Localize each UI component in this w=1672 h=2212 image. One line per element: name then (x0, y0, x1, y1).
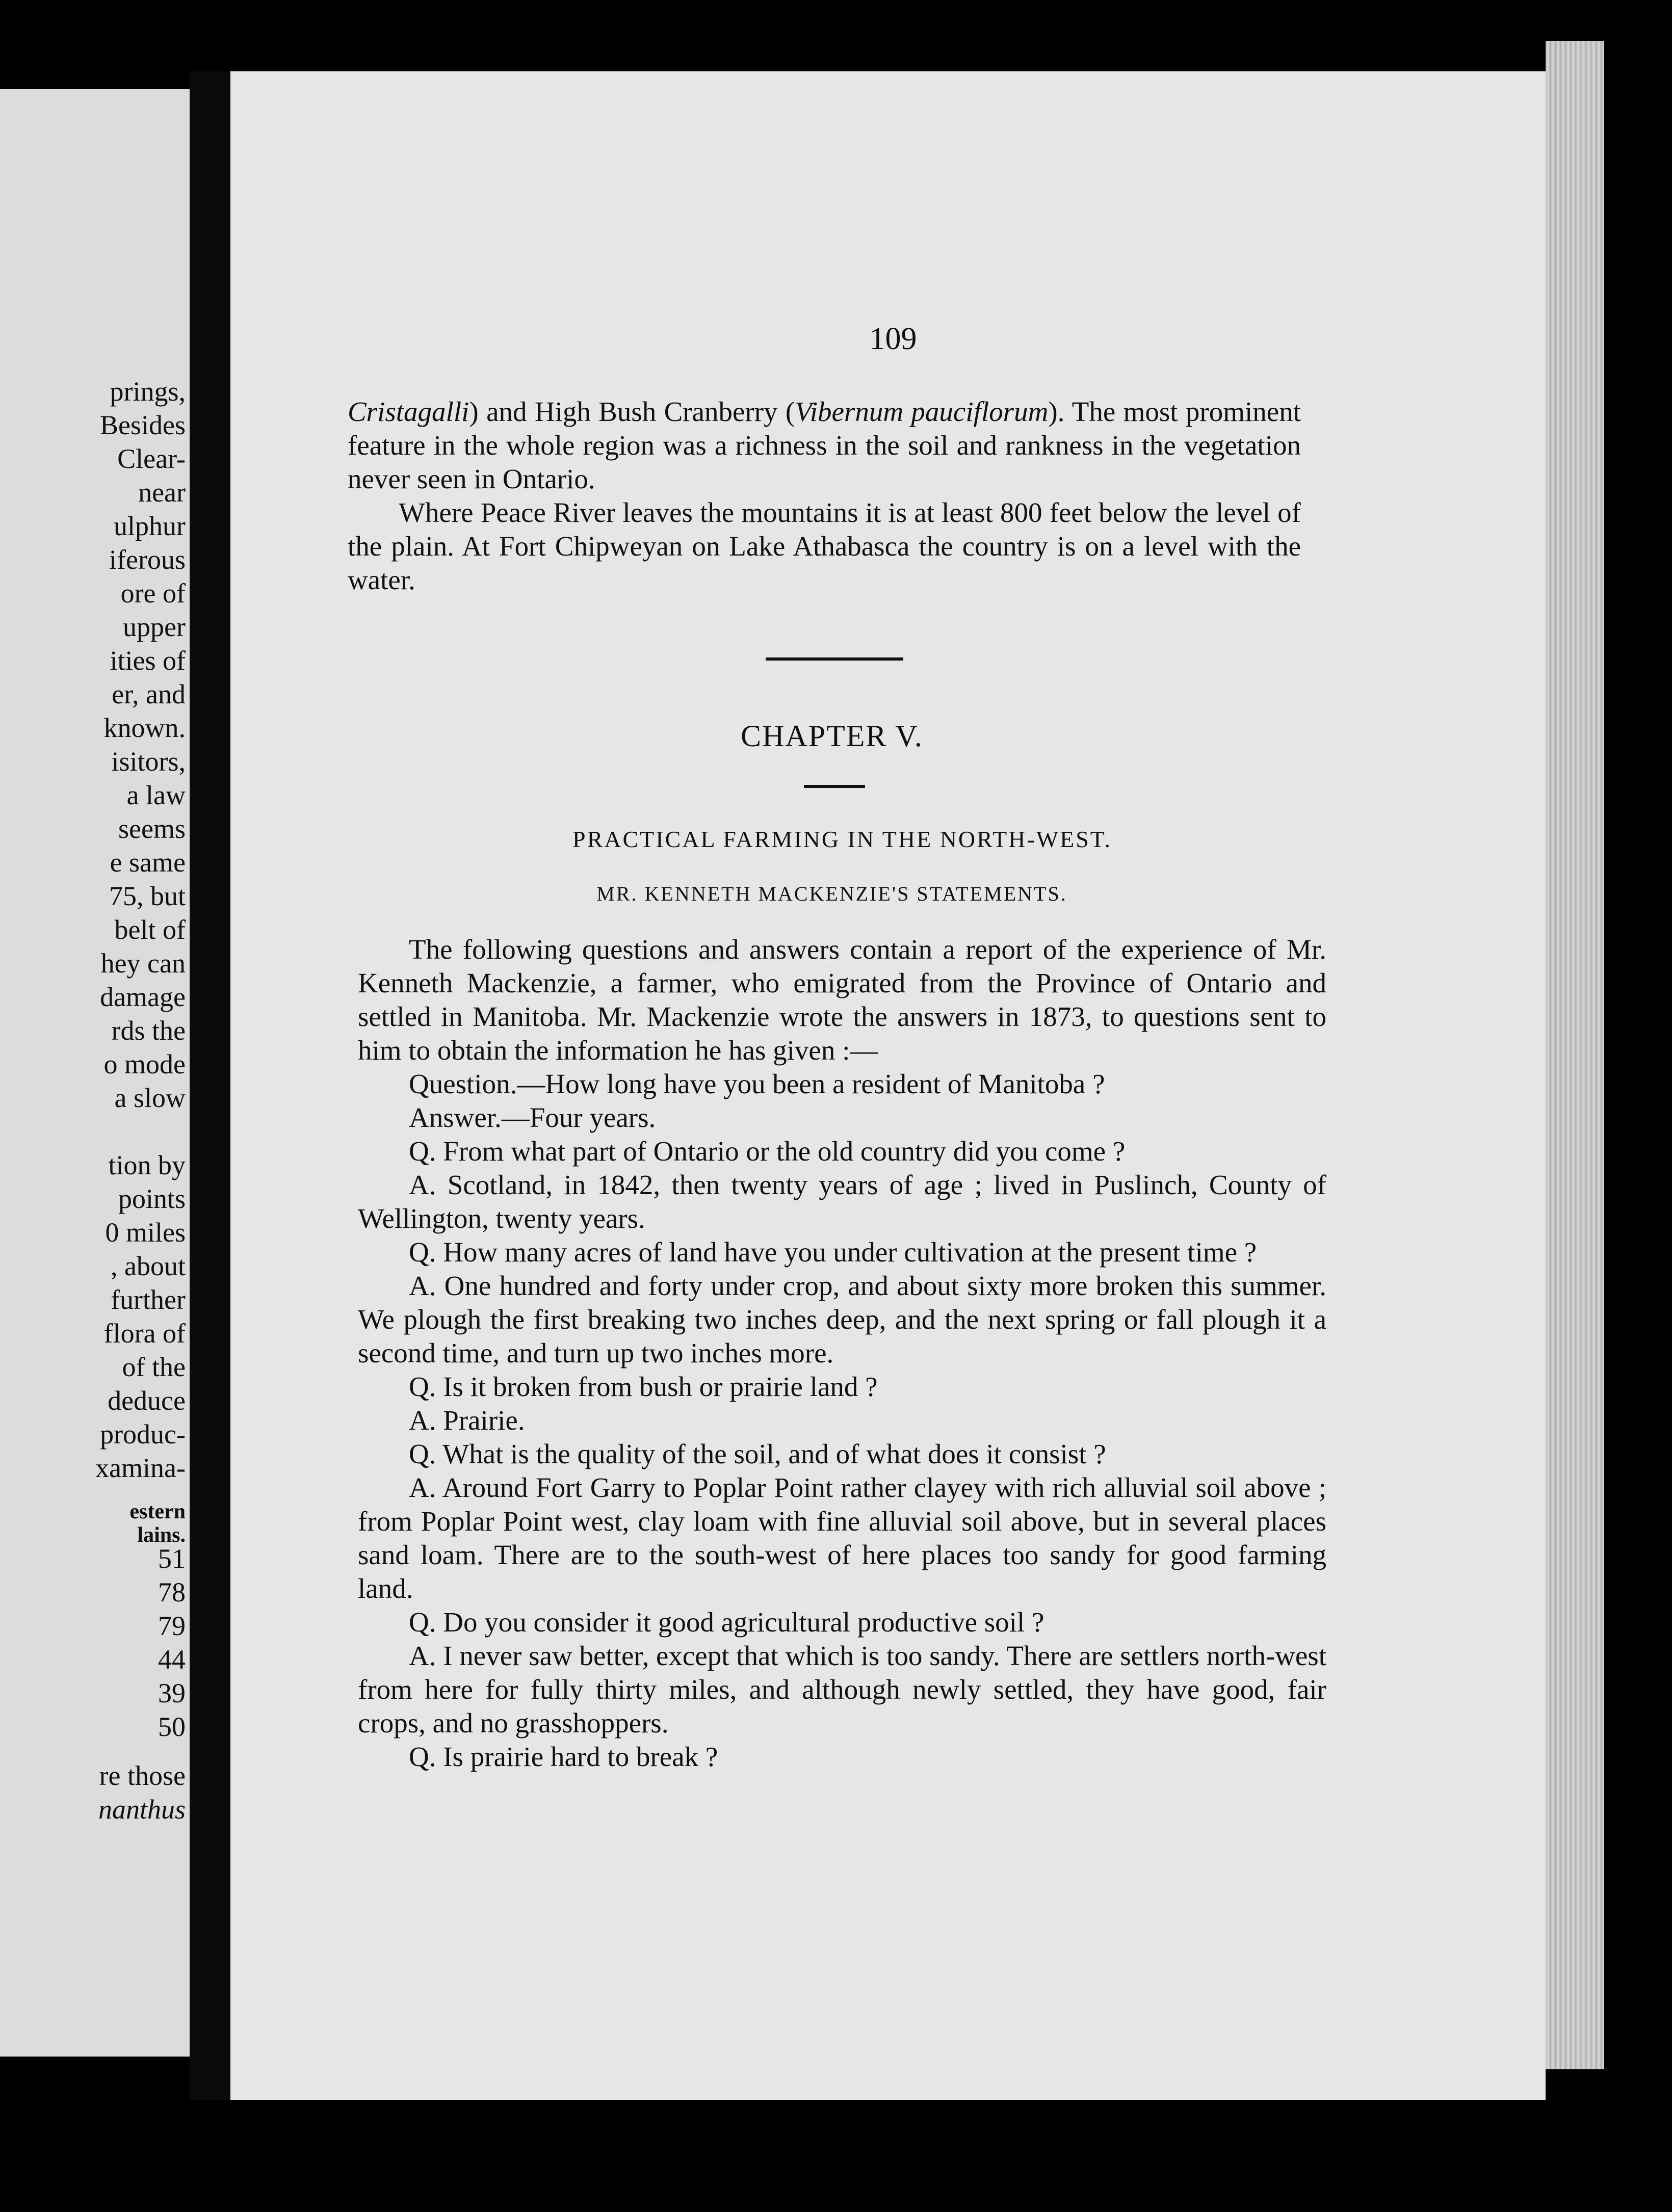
left-page-line: 0 miles (105, 1217, 186, 1248)
left-page-table-cell: estern (129, 1500, 186, 1523)
section-divider (766, 657, 903, 661)
left-page-line: e same (110, 847, 186, 878)
left-page-line: rds the (111, 1015, 186, 1046)
left-page-line: of the (122, 1352, 186, 1382)
left-page-line: er, and (112, 679, 186, 709)
left-page-line: further (111, 1284, 186, 1315)
top-text-block (348, 395, 1301, 597)
left-page-line: Besides (100, 410, 186, 440)
left-page-table-cell: 50 (158, 1711, 186, 1742)
body-paragraph: Q. Is prairie hard to break ? (409, 1741, 718, 1772)
left-page-line: Clear- (117, 443, 186, 474)
text-run: ). The most prominent feature in the whole region was a richness in the soil and rankness in the vegetation never seen in Ontario. (348, 396, 1301, 494)
body-paragraph: A. Prairie. (409, 1405, 525, 1436)
left-page-line: nanthus (98, 1794, 186, 1825)
book-page (230, 71, 1546, 2100)
body-paragraph: A. One hundred and forty under crop, and about sixty more broken this summer. We plough the first breaking two inches deep, and the next spring or fall plough it a second time, and turn up two inches more. (358, 1270, 1326, 1368)
left-page-table-cell: 79 (158, 1611, 186, 1641)
book-gutter (190, 71, 230, 2100)
left-page-line: points (118, 1183, 186, 1214)
left-page-line: near (138, 477, 186, 508)
left-page-line: iferous (109, 544, 186, 575)
left-page-line: flora of (103, 1318, 186, 1349)
top-paragraph-1 (348, 395, 1301, 496)
body-paragraph: Q. Is it broken from bush or prairie land ? (409, 1371, 878, 1402)
left-page-table-cell: lains. (137, 1523, 186, 1547)
left-page-line: seems (118, 813, 186, 844)
left-page-table-cell: 78 (158, 1577, 186, 1608)
section-title: PRACTICAL FARMING IN THE NORTH-WEST. (572, 826, 1112, 852)
left-page-line: xamina- (95, 1453, 186, 1483)
left-page-line: deduce (108, 1385, 186, 1416)
left-page-line: tion by (108, 1150, 186, 1180)
body-paragraph: Q. What is the quality of the soil, and of what does it consist ? (409, 1438, 1106, 1469)
left-page-line: ities of (110, 645, 186, 676)
left-page-line: hey can (100, 948, 186, 979)
main-text-block (358, 933, 1326, 1774)
left-page-line: o mode (103, 1049, 186, 1079)
body-paragraph: Answer.—Four years. (409, 1102, 656, 1133)
left-page-line: re those (99, 1760, 186, 1791)
left-page-line: belt of (114, 914, 186, 945)
left-page-line: upper (123, 612, 186, 642)
page-edges (1546, 41, 1604, 2069)
left-page-line: , about (111, 1251, 186, 1281)
left-page-line: damage (100, 982, 186, 1012)
left-page-line: known. (103, 713, 186, 743)
left-page-line: ore of (120, 578, 186, 609)
body-paragraph: Q. Do you consider it good agricultural productive soil ? (409, 1607, 1044, 1638)
body-paragraph: The following questions and answers contain a report of the experience of Mr. Kenneth Mackenzie, a farmer, who emigrated from the Province of Ontario and settled in Manitoba. Mr. Mackenzie wrote the answers in 1873, to questions sent to him to obtain the information he has given :— (358, 934, 1326, 1066)
species-name: Vibernum pauciflorum (795, 396, 1049, 427)
body-paragraph: Question.—How long have you been a resident of Manitoba ? (409, 1068, 1105, 1099)
left-page-table-cell: 44 (158, 1644, 186, 1675)
left-page-line: produc- (100, 1419, 186, 1450)
body-paragraph: A. Scotland, in 1842, then twenty years of age ; lived in Puslinch, County of Wellington, twenty years. (358, 1169, 1326, 1234)
left-page-line: prings, (110, 376, 186, 407)
left-page-line: ulphur (114, 511, 186, 541)
body-paragraph: A. I never saw better, except that which is too sandy. There are settlers north-west from here for fully thirty miles, and although newly settled, they have good, fair crops, and no grasshoppers. (358, 1640, 1326, 1739)
sub-title: MR. KENNETH MACKENZIE'S STATEMENTS. (596, 882, 1067, 905)
left-page-line: a law (126, 780, 186, 810)
body-paragraph: Q. How many acres of land have you under cultivation at the present time ? (409, 1236, 1257, 1268)
chapter-title: CHAPTER V. (741, 719, 923, 753)
left-page-fragment (0, 89, 190, 2057)
body-paragraph: Q. From what part of Ontario or the old country did you come ? (409, 1136, 1126, 1167)
left-page-line: isitors, (111, 746, 186, 777)
page-number: 109 (869, 322, 917, 356)
text-run: ) and High Bush Cranberry ( (469, 396, 795, 427)
left-page-table-cell: 39 (158, 1678, 186, 1708)
body-paragraph: A. Around Fort Garry to Poplar Point rather clayey with rich alluvial soil above ; from Poplar Point west, clay loam with fine alluvial soil above, but in several places sand loam. There are to the south-west of here places too sandy for good farming land. (358, 1472, 1326, 1604)
chapter-divider (804, 785, 865, 788)
top-paragraph-2: Where Peace River leaves the mountains it is at least 800 feet below the level of the plain. At Fort Chipweyan on Lake Athabasca the country is on a level with the water. (348, 497, 1301, 595)
left-page-line: 75, but (109, 881, 186, 911)
left-page-line: a slow (114, 1083, 186, 1113)
species-name: Cristagalli (348, 396, 469, 427)
left-page-table-cell: 51 (158, 1543, 186, 1574)
